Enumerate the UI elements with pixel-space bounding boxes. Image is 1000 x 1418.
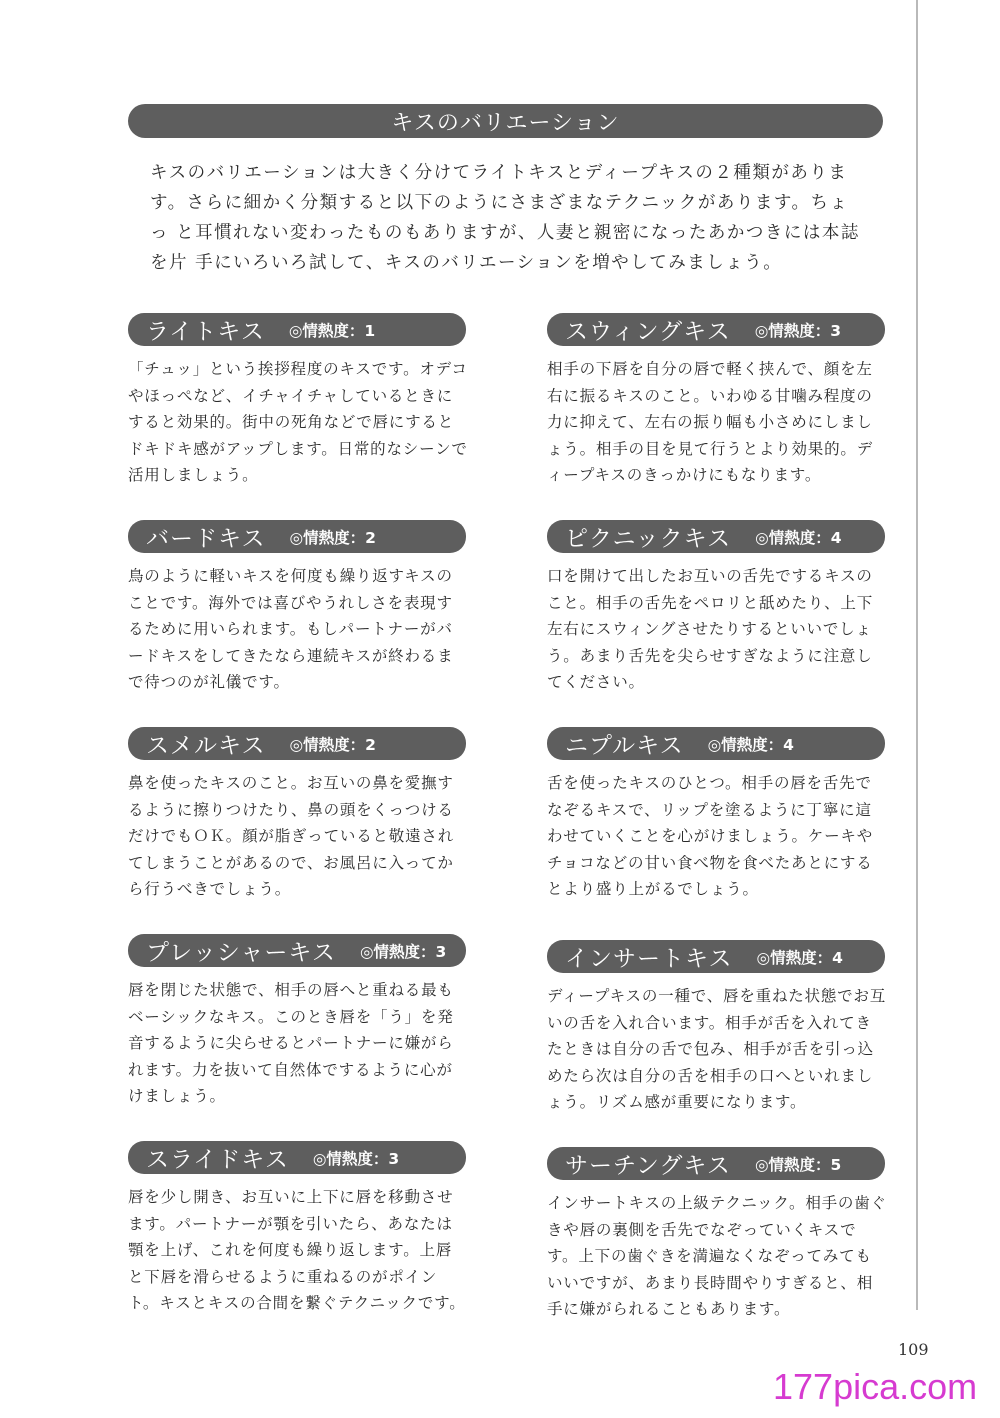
entry-header <box>547 520 885 553</box>
entry-name: ニプルキス <box>565 733 684 759</box>
entry-swing-kiss <box>547 313 887 489</box>
entry-header <box>128 313 466 346</box>
entry-description: 鳥のように軽いキスを何度も繰り返すキスのことです。海外では喜びやうれしさを表現するために用いられます。もしパートナーがバードキスをしてきたなら連続キスが終わるまで待つのが礼儀です。 <box>128 567 454 691</box>
entry-rating: ◎情熱度：4 <box>707 735 794 754</box>
entry-rating: ◎情熱度：2 <box>289 528 376 547</box>
section-title: キスのバリエーション <box>391 110 620 136</box>
entry-pressure-kiss <box>128 934 468 1110</box>
entry-description: 唇を閉じた状態で、相手の唇へと重ねる最もベーシックなキス。このとき唇を「う」を発音するように尖らせるとパートナーに嫌がられます。力を抜いて自然体でするように心がけましょう。 <box>128 981 454 1105</box>
entry-rating: ◎情熱度：1 <box>288 321 376 340</box>
entry-smell-kiss <box>128 727 468 903</box>
entry-description: 相手の下唇を自分の唇で軽く挟んで、顔を左右に振るキスのこと。いわゆる甘噛み程度の力に抑えて、左右の振り幅も小さめにしましょう。相手の目を見て行うとより効果的。ディープキスのきっかけにもなります。 <box>547 360 874 484</box>
entry-header <box>547 940 885 973</box>
entry-name: インサートキス <box>565 946 733 972</box>
entry-header <box>128 520 466 553</box>
entry-rating: ◎情熱度：4 <box>755 528 842 547</box>
entry-header <box>128 1141 466 1174</box>
entry-nipple-kiss <box>547 727 887 903</box>
entry-slide-kiss <box>128 1141 468 1317</box>
entry-header <box>547 1147 885 1180</box>
entry-name: スライドキス <box>146 1147 289 1173</box>
entry-bird-kiss <box>128 520 468 696</box>
entry-rating: ◎情熱度：3 <box>359 942 447 961</box>
entry-description: インサートキスの上級テクニック。相手の歯ぐきや唇の裏側を舌先でなぞっていくキスです。上下の歯ぐきを満遍なくなぞってみてもいいですが、あまり長時間やりすぎると、相手に嫌がられることもあります。 <box>547 1194 887 1318</box>
entry-name: スメルキス <box>146 733 266 759</box>
entry-description: 「チュッ」という挨拶程度のキスです。オデコやほっぺなど、イチャイチャしているときにすると効果的。街中の死角などで唇にするとドキドキ感がアップします。日常的なシーンで活用しましょう。 <box>128 360 468 484</box>
entry-header <box>128 727 466 760</box>
entry-name: スウィングキス <box>565 319 731 345</box>
margin-rule <box>916 0 918 1310</box>
page-number: 109 <box>898 1340 929 1359</box>
entry-searching-kiss <box>547 1147 887 1323</box>
entry-name: サーチングキス <box>565 1153 731 1179</box>
entry-name: プレッシャーキス <box>146 940 336 966</box>
section-title-bar <box>128 104 883 138</box>
entry-rating: ◎情熱度：3 <box>312 1149 400 1168</box>
entry-description: 口を開けて出したお互いの舌先でするキスのこと。相手の舌先をペロリと舐めたり、上下左右にスウィングさせたりするといいでしょう。あまり舌先を尖らせすぎなように注意してください。 <box>547 567 874 691</box>
entry-description: 舌を使ったキスのひとつ。相手の唇を舌先でなぞるキスで、リップを塗るように丁寧に這わせていくことを心がけましょう。ケーキやチョコなどの甘い食べ物を食べたあとにするとより盛り上がるでしょう。 <box>547 774 874 898</box>
entry-rating: ◎情熱度：2 <box>289 735 376 754</box>
entry-name: ピクニックキス <box>565 526 732 552</box>
entry-header <box>128 934 466 967</box>
entry-insert-kiss <box>547 940 887 1116</box>
entry-light-kiss <box>128 313 468 489</box>
entry-description: 唇を少し開き、お互いに上下に唇を移動させます。パートナーが顎を引いたら、あなたは顎を上げ、これを何度も繰り返します。上唇と下唇を滑らせるように重ねるのがポイント。キスとキスの合間を繋ぐテクニックです。 <box>128 1188 466 1312</box>
entry-rating: ◎情熱度：4 <box>756 948 843 967</box>
entry-rating: ◎情熱度：3 <box>754 321 842 340</box>
entry-name: バードキス <box>146 526 266 552</box>
intro-paragraph: キスのバリエーションは大きく分けてライトキスとディープキスの２種類がありま す。さらに細かく分類すると以下のようにさまざまなテクニックがあります。ちょっ と耳慣れない変わったものもありますが、人妻と親密になったあかつきには本誌を片 手にいろいろ試して、キスのバリエーションを増やしてみましょう。 <box>150 163 860 273</box>
entry-rating: ◎情熱度：5 <box>754 1155 842 1174</box>
entry-name: ライトキス <box>146 319 265 345</box>
entry-description: ディープキスの一種で、唇を重ねた状態でお互いの舌を入れ合います。相手が舌を入れてきたときは自分の舌で包み、相手が舌を引っ込めたら次は自分の舌を相手の口へといれましょう。リズム感が重要になります。 <box>547 987 887 1111</box>
watermark: 177pica.com <box>773 1366 978 1407</box>
entry-header <box>547 727 885 760</box>
entry-picnic-kiss <box>547 520 887 696</box>
entry-description: 鼻を使ったキスのこと。お互いの鼻を愛撫するように擦りつけたり、鼻の頭をくっつけるだけでもＯＫ。顔が脂ぎっていると敬遠されてしまうことがあるので、お風呂に入ってから行うべきでしょう。 <box>128 774 455 898</box>
entry-header <box>547 313 885 346</box>
